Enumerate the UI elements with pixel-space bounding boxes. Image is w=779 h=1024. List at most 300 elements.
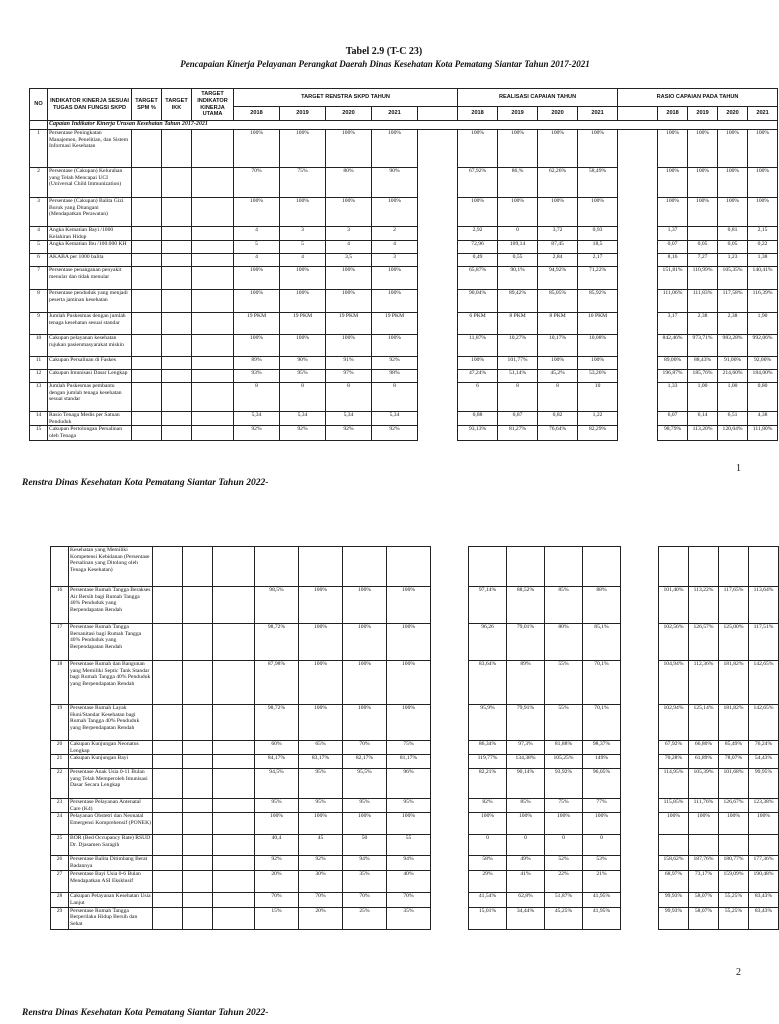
rasio-cell: 1,33 <box>658 383 688 412</box>
target-cell: 100% <box>255 813 299 835</box>
target-cell: 98,5% <box>255 587 299 624</box>
target-cell: 70% <box>299 893 343 907</box>
target-iku-cell <box>213 856 255 871</box>
rasio-cell: 158,62% <box>659 856 689 871</box>
gap-cell <box>431 813 469 835</box>
target-spm-cell <box>132 313 162 335</box>
realisasi-cell: 8 PKM <box>498 313 538 335</box>
realisasi-cell: 149% <box>583 755 621 769</box>
header-realisasi: REALISASI CAPAIAN TAHUN <box>458 89 618 107</box>
indikator-cell: Angka Kematian Ibu /100.000 KH <box>48 241 132 254</box>
target-spm-cell <box>132 254 162 267</box>
indikator-cell: Persentase (Cakupan) Balita Gizi Buruk yang Ditangani (Mendapatkan Perawatan) <box>48 198 132 227</box>
realisasi-cell: 0 <box>469 835 507 856</box>
realisasi-cell: 53,26% <box>578 370 618 383</box>
realisasi-cell: 100% <box>458 357 498 370</box>
target-spm-cell <box>153 705 183 741</box>
gap-cell <box>618 241 658 254</box>
indikator-cell: Persentase Rumah Tangga Berperilaku Hidup Bersih dan Sehat <box>69 907 153 929</box>
target-cell: 95% <box>280 370 326 383</box>
gap-cell <box>431 705 469 741</box>
rasio-cell: 111,76% <box>689 799 719 813</box>
gap-cell <box>418 335 458 357</box>
rasio-cell: 100% <box>658 168 688 198</box>
table-row <box>30 168 778 198</box>
target-ikk-cell <box>183 893 213 907</box>
target-cell: 5,34 <box>326 412 372 426</box>
realisasi-cell: 105,25% <box>545 755 583 769</box>
realisasi-cell <box>583 547 621 587</box>
realisasi-cell: 79,91% <box>507 705 545 741</box>
target-cell: 100% <box>326 130 372 168</box>
indikator-cell: Cakupan Persalinan di Faskes <box>48 357 132 370</box>
rasio-cell: 0,22 <box>748 241 778 254</box>
table-row <box>51 755 779 769</box>
gap-cell <box>431 907 469 929</box>
target-ikk-cell <box>183 856 213 871</box>
realisasi-cell: 52% <box>545 856 583 871</box>
target-cell: 25% <box>343 907 387 929</box>
target-cell: 4 <box>326 241 372 254</box>
target-cell: 100% <box>387 624 431 661</box>
rasio-cell: 0,81 <box>718 227 748 241</box>
target-iku-cell <box>213 769 255 799</box>
table-row <box>30 426 778 440</box>
table-row <box>30 254 778 267</box>
table-row <box>51 835 779 856</box>
realisasi-cell: 88,52% <box>507 587 545 624</box>
rasio-cell: 983,28% <box>718 335 748 357</box>
header-year: 2021 <box>748 107 778 121</box>
table-row <box>51 769 779 799</box>
realisasi-cell: 96,05% <box>583 769 621 799</box>
realisasi-cell: 83,64% <box>469 661 507 705</box>
rasio-cell: 180,77% <box>719 856 749 871</box>
row-number: 14 <box>30 412 48 426</box>
target-ikk-cell <box>162 426 192 440</box>
target-iku-cell <box>192 168 234 198</box>
target-cell: 35% <box>343 871 387 893</box>
rasio-cell: 1,37 <box>658 227 688 241</box>
realisasi-cell: 100% <box>507 813 545 835</box>
realisasi-cell: 101,77% <box>498 357 538 370</box>
target-cell: 4 <box>234 254 280 267</box>
rasio-cell: 115,85% <box>659 799 689 813</box>
rasio-cell: 1,23 <box>718 254 748 267</box>
rasio-cell: 112,36% <box>689 661 719 705</box>
realisasi-cell: 71,22% <box>578 267 618 290</box>
target-ikk-cell <box>183 624 213 661</box>
target-cell: 92% <box>234 426 280 440</box>
realisasi-cell: 87,45 <box>538 241 578 254</box>
rasio-cell: 126,57% <box>689 624 719 661</box>
target-ikk-cell <box>162 335 192 357</box>
realisasi-cell: 67,92% <box>458 168 498 198</box>
header-year: 2020 <box>538 107 578 121</box>
target-ikk-cell <box>183 547 213 587</box>
header-year: 2018 <box>658 107 688 121</box>
realisasi-cell: 0 <box>507 835 545 856</box>
indikator-cell: Persentase Rumah Tangga Berakses Air Bersih bagi Rumah Tangga 40% Penduduk yang Berpendapatan Rendah <box>69 587 153 624</box>
realisasi-cell <box>507 547 545 587</box>
target-ikk-cell <box>162 227 192 241</box>
target-cell <box>299 547 343 587</box>
realisasi-cell: 72,96 <box>458 241 498 254</box>
target-cell: 90% <box>280 357 326 370</box>
realisasi-cell: 93,13% <box>458 426 498 440</box>
rasio-cell: 126,67% <box>719 799 749 813</box>
gap-cell <box>618 383 658 412</box>
realisasi-cell: 51,87% <box>545 893 583 907</box>
target-iku-cell <box>213 907 255 929</box>
section-label: Capaian Indikator Kinerja Urusan Kesehatan Tahun 2017-2021 <box>48 121 778 130</box>
table-row <box>30 313 778 335</box>
gap-cell <box>618 335 658 357</box>
indikator-cell: Persentase Rumah Layak Huni/Standar Kesehatan bagi Rumah Tangga 40% Penduduk yang Berpendapatan Rendah <box>69 705 153 741</box>
rasio-cell: 6,51 <box>718 412 748 426</box>
indikator-cell: Cakupan Kunjungan Neonatus Lengkap <box>69 741 153 755</box>
target-cell: 55 <box>387 835 431 856</box>
header-year: 2019 <box>280 107 326 121</box>
target-cell: 95% <box>387 799 431 813</box>
realisasi-cell: 81,27% <box>498 426 538 440</box>
section-cell-empty <box>30 121 48 130</box>
rasio-cell: 100% <box>658 130 688 168</box>
rasio-cell: 113,64% <box>749 587 779 624</box>
table-row <box>51 587 779 624</box>
realisasi-cell: 58,49% <box>578 168 618 198</box>
target-cell: 90% <box>372 168 418 198</box>
target-cell: 5 <box>234 241 280 254</box>
gap-cell <box>431 769 469 799</box>
gap-cell <box>431 799 469 813</box>
gap-cell <box>618 168 658 198</box>
rasio-cell: 100% <box>718 168 748 198</box>
gap-cell <box>418 290 458 313</box>
rasio-cell: 99,95% <box>749 769 779 799</box>
target-cell: 100% <box>326 198 372 227</box>
realisasi-cell: 85% <box>545 587 583 624</box>
row-number: 11 <box>30 357 48 370</box>
realisasi-cell: 89,42% <box>498 290 538 313</box>
target-cell: 92% <box>372 426 418 440</box>
target-iku-cell <box>192 241 234 254</box>
rasio-cell: 102,56% <box>659 624 689 661</box>
realisasi-cell: 119,77% <box>469 755 507 769</box>
target-cell: 100% <box>234 335 280 357</box>
realisasi-cell: 70,1% <box>583 705 621 741</box>
indikator-cell: Persentase penduduk yang menjadi peserta jaminan kesehatan <box>48 290 132 313</box>
realisasi-cell: 100% <box>578 198 618 227</box>
realisasi-cell: 65,87% <box>458 267 498 290</box>
target-cell: 50 <box>343 835 387 856</box>
rasio-cell <box>688 227 718 241</box>
realisasi-cell: 0,93 <box>578 227 618 241</box>
row-number: 26 <box>51 856 69 871</box>
gap-cell <box>418 370 458 383</box>
indikator-cell: Cakupan pelayanan kesehatan rujukan pasienmasyarakat miskin <box>48 335 132 357</box>
row-number: 6 <box>30 254 48 267</box>
target-spm-cell <box>153 769 183 799</box>
rasio-cell: 54,43% <box>749 755 779 769</box>
gap-cell <box>618 198 658 227</box>
rasio-cell: 111,80% <box>748 426 778 440</box>
target-cell: 83,17% <box>299 755 343 769</box>
target-cell: 98,72% <box>255 624 299 661</box>
realisasi-cell: 96,26 <box>469 624 507 661</box>
rasio-cell: 100% <box>688 168 718 198</box>
target-cell: 100% <box>299 661 343 705</box>
row-number: 27 <box>51 871 69 893</box>
rasio-cell: 117,58% <box>718 290 748 313</box>
realisasi-cell: 53% <box>583 856 621 871</box>
target-spm-cell <box>132 335 162 357</box>
target-spm-cell <box>153 835 183 856</box>
rasio-cell: 55,25% <box>719 893 749 907</box>
rasio-cell: 61,89% <box>689 755 719 769</box>
target-spm-cell <box>153 799 183 813</box>
rasio-cell: 113,20% <box>688 426 718 440</box>
realisasi-cell: 98,37% <box>583 741 621 755</box>
realisasi-cell: 82,21% <box>469 769 507 799</box>
gap-cell <box>431 624 469 661</box>
target-spm-cell <box>153 813 183 835</box>
realisasi-cell: 88% <box>583 587 621 624</box>
gap-cell <box>618 426 658 440</box>
rasio-cell <box>749 547 779 587</box>
gap-cell <box>431 856 469 871</box>
header-rasio: RASIO CAPAIAN PADA TAHUN <box>618 89 778 107</box>
row-number: 9 <box>30 313 48 335</box>
realisasi-cell: 100% <box>583 813 621 835</box>
gap-cell <box>431 661 469 705</box>
realisasi-cell: 100% <box>498 130 538 168</box>
realisasi-cell: 6 <box>458 383 498 412</box>
header-year: 2020 <box>326 107 372 121</box>
target-cell: 3 <box>372 254 418 267</box>
row-number: 2 <box>30 168 48 198</box>
target-cell: 100% <box>372 335 418 357</box>
target-cell: 5,34 <box>372 412 418 426</box>
table-row <box>51 705 779 741</box>
realisasi-cell: 85,92% <box>578 290 618 313</box>
realisasi-cell: 55% <box>545 661 583 705</box>
target-iku-cell <box>213 587 255 624</box>
gap-cell <box>418 227 458 241</box>
rasio-cell: 114,95% <box>659 769 689 799</box>
rasio-cell: 83,43% <box>749 893 779 907</box>
gap-cell <box>418 254 458 267</box>
realisasi-cell: 81,88% <box>545 741 583 755</box>
indikator-cell: Cakupan Imunisasi Dasar Lengkap <box>48 370 132 383</box>
gap-cell <box>431 835 469 856</box>
realisasi-cell <box>469 547 507 587</box>
rasio-cell: 1,38 <box>748 254 778 267</box>
target-cell: 100% <box>280 198 326 227</box>
rasio-cell: 117,51% <box>749 624 779 661</box>
realisasi-cell: 75% <box>545 799 583 813</box>
target-iku-cell <box>213 871 255 893</box>
table-row <box>51 624 779 661</box>
target-cell: 100% <box>343 705 387 741</box>
target-cell: 100% <box>234 198 280 227</box>
target-spm-cell <box>153 893 183 907</box>
realisasi-cell: 34,44% <box>507 907 545 929</box>
header-year: 2020 <box>718 107 748 121</box>
rasio-cell: 116,39% <box>748 290 778 313</box>
gap-cell <box>418 130 458 168</box>
rasio-cell: 78,07% <box>719 755 749 769</box>
target-ikk-cell <box>183 741 213 755</box>
realisasi-cell: 10,27% <box>498 335 538 357</box>
realisasi-cell: 8 <box>498 383 538 412</box>
gap-cell <box>621 871 659 893</box>
realisasi-cell: 100% <box>538 198 578 227</box>
rasio-cell: 100% <box>689 813 719 835</box>
target-spm-cell <box>132 241 162 254</box>
realisasi-cell: 100% <box>458 130 498 168</box>
rasio-cell: 91,00% <box>718 357 748 370</box>
rasio-cell: 85,49% <box>719 741 749 755</box>
rasio-cell: 125,14% <box>689 705 719 741</box>
row-number: 15 <box>30 426 48 440</box>
gap-cell <box>618 227 658 241</box>
rasio-cell: 101,68% <box>719 769 749 799</box>
target-spm-cell <box>153 661 183 705</box>
row-number: 7 <box>30 267 48 290</box>
rasio-cell: 120,04% <box>718 426 748 440</box>
rasio-cell: 6,07 <box>658 412 688 426</box>
gap-cell <box>621 813 659 835</box>
realisasi-cell: 90,1% <box>498 267 538 290</box>
target-cell: 100% <box>343 661 387 705</box>
realisasi-cell: 0,49 <box>458 254 498 267</box>
realisasi-cell: 109,14 <box>498 241 538 254</box>
rasio-cell: 0,05 <box>718 241 748 254</box>
indikator-cell: Rasio Tenaga Medis per Satuan Penduduk <box>48 412 132 426</box>
gap-cell <box>431 587 469 624</box>
rasio-cell: 184,00% <box>748 370 778 383</box>
rasio-cell: 187,76% <box>689 856 719 871</box>
rasio-cell: 159,09% <box>719 871 749 893</box>
target-ikk-cell <box>162 290 192 313</box>
realisasi-cell: 0 <box>498 227 538 241</box>
target-cell: 89% <box>234 357 280 370</box>
indikator-cell: Jumlah Puskesmas pembantu dengan jumlah tenaga kesehatan sesuai standar <box>48 383 132 412</box>
table-row <box>30 290 778 313</box>
row-number: 21 <box>51 755 69 769</box>
target-cell: 92% <box>280 426 326 440</box>
realisasi-cell: 2,17 <box>578 254 618 267</box>
target-iku-cell <box>213 547 255 587</box>
rasio-cell: 101,40% <box>659 587 689 624</box>
row-number: 8 <box>30 290 48 313</box>
target-cell: 75% <box>280 168 326 198</box>
rasio-cell: 73,17% <box>689 871 719 893</box>
realisasi-cell: 90,04% <box>458 290 498 313</box>
row-number: 22 <box>51 769 69 799</box>
rasio-cell: 70,28% <box>659 755 689 769</box>
target-cell: 60% <box>255 741 299 755</box>
rasio-cell <box>719 547 749 587</box>
target-cell: 87,98% <box>255 661 299 705</box>
rasio-cell: 76,24% <box>749 741 779 755</box>
rasio-cell: 3,17 <box>658 313 688 335</box>
target-cell: 20% <box>299 907 343 929</box>
gap-cell <box>418 267 458 290</box>
target-cell: 100% <box>299 705 343 741</box>
target-cell: 100% <box>343 813 387 835</box>
realisasi-cell: 86,34% <box>469 741 507 755</box>
gap-cell <box>418 412 458 426</box>
rasio-cell: 100% <box>748 130 778 168</box>
indikator-cell: Kesehatan yang Memiliki Kompetensi Kebidanan (Persentase Persalinan yang Ditolong oleh Tenaga Kesehatan) <box>69 547 153 587</box>
rasio-cell: 98,79% <box>658 426 688 440</box>
realisasi-cell: 6 PKM <box>458 313 498 335</box>
realisasi-cell: 100% <box>538 130 578 168</box>
target-cell: 8 <box>234 383 280 412</box>
table-row <box>51 547 779 587</box>
realisasi-cell: 45,2% <box>538 370 578 383</box>
header-indikator: INDIKATOR KINERJA SESUAI TUGAS DAN FUNGSI SKPD <box>48 89 132 121</box>
target-ikk-cell <box>162 267 192 290</box>
rasio-cell: 2,15 <box>748 227 778 241</box>
table-row <box>51 893 779 907</box>
gap-cell <box>618 267 658 290</box>
target-cell: 94% <box>343 856 387 871</box>
realisasi-cell: 0 <box>545 835 583 856</box>
indikator-cell: AKABA per 1000 balita <box>48 254 132 267</box>
rasio-cell <box>659 547 689 587</box>
target-cell: 98% <box>372 370 418 383</box>
realisasi-cell: 100% <box>545 813 583 835</box>
rasio-cell <box>659 835 689 856</box>
realisasi-cell: 8 PKM <box>538 313 578 335</box>
rasio-cell: 100% <box>748 198 778 227</box>
target-cell: 100% <box>280 267 326 290</box>
realisasi-cell: 45,25% <box>545 907 583 929</box>
target-spm-cell <box>132 412 162 426</box>
header-no: NO <box>30 89 48 121</box>
target-cell: 2 <box>372 227 418 241</box>
target-cell: 20% <box>255 871 299 893</box>
realisasi-cell: 82% <box>469 799 507 813</box>
gap-cell <box>621 907 659 929</box>
rasio-cell: 140,41% <box>748 267 778 290</box>
realisasi-cell: 134,38% <box>507 755 545 769</box>
realisasi-cell: 21% <box>583 871 621 893</box>
rasio-cell: 111,83% <box>688 290 718 313</box>
header-year: 2018 <box>458 107 498 121</box>
indikator-cell: Persentase penanganan penyakit menular dan tidak menular <box>48 267 132 290</box>
indikator-cell: Pelayanan Obstetri dan Neonatal Emergensi Komprehensif (PONEK) <box>69 813 153 835</box>
target-iku-cell <box>192 370 234 383</box>
target-cell: 100% <box>234 290 280 313</box>
target-cell: 65% <box>299 741 343 755</box>
indikator-cell: Jumlah Puskesmas dengan jumlah tenaga kesehatan sesuai standar <box>48 313 132 335</box>
target-cell: 100% <box>299 587 343 624</box>
target-cell: 100% <box>280 130 326 168</box>
header-gap <box>618 107 658 121</box>
target-cell: 92% <box>299 856 343 871</box>
target-cell: 93% <box>234 370 280 383</box>
target-spm-cell <box>153 755 183 769</box>
rasio-cell: 7,27 <box>688 254 718 267</box>
rasio-cell: 105,39% <box>689 769 719 799</box>
row-number: 10 <box>30 335 48 357</box>
target-cell: 8 <box>280 383 326 412</box>
rasio-cell: 88,43% <box>688 357 718 370</box>
